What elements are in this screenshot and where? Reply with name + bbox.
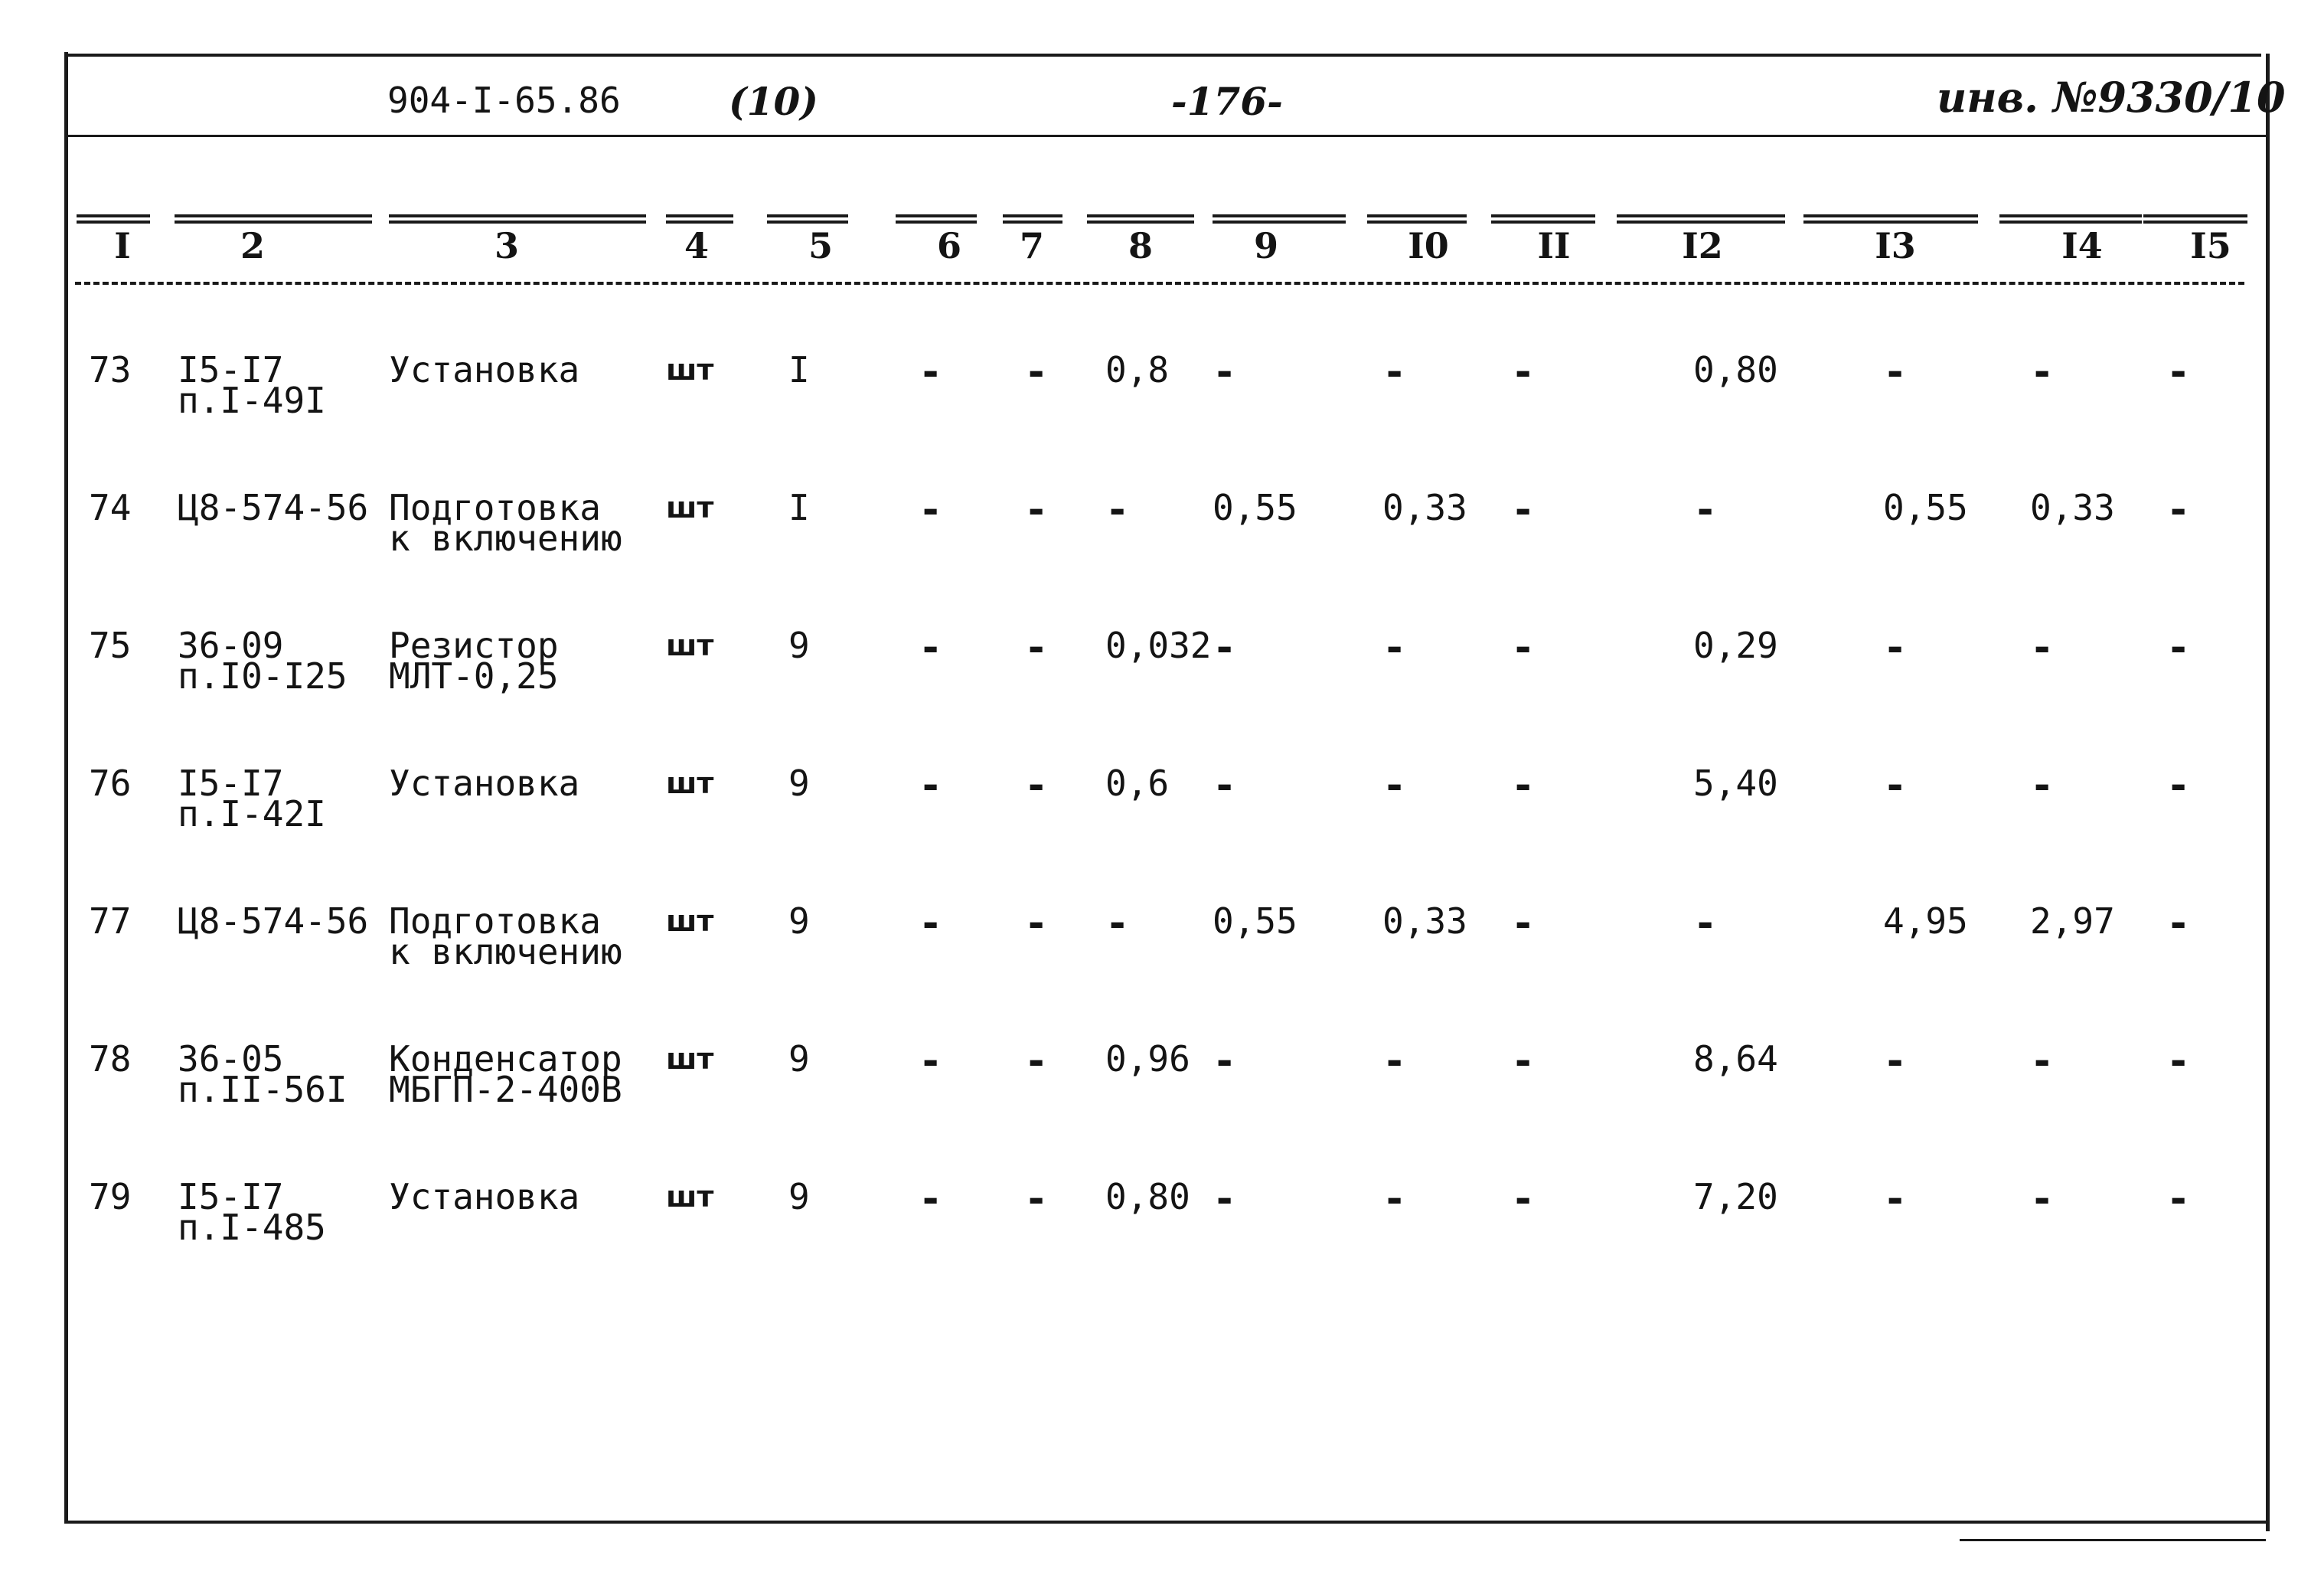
cell-c13-dash: -	[1883, 1176, 1908, 1222]
cell-c13-dash: -	[1883, 1038, 1908, 1084]
column-header-dash	[1803, 214, 1978, 224]
column-header-dash	[1213, 214, 1346, 224]
column-header-dash	[389, 214, 646, 224]
column-number: II	[1537, 225, 1571, 266]
unit-of-measure: шт	[666, 1042, 714, 1076]
work-name-line2: МБГП-2-400В	[389, 1069, 622, 1110]
cell-c8: 0,6	[1105, 763, 1170, 804]
column-number: 4	[684, 225, 709, 266]
work-name: Конденсатор	[389, 1038, 622, 1080]
column-header-dash	[1491, 214, 1595, 224]
column-header-dash	[1617, 214, 1785, 224]
column-number: I5	[2190, 225, 2231, 266]
cell-c12: 5,40	[1693, 763, 1778, 804]
norm-code: 36-09	[178, 625, 284, 666]
cell-c12: 0,80	[1693, 349, 1778, 390]
cell-c14-dash: -	[2030, 625, 2055, 671]
sheet-mark: (10)	[729, 79, 818, 124]
cell-c11-dash: -	[1511, 487, 1536, 533]
cell-c11-dash: -	[1511, 763, 1536, 809]
row-number: 77	[89, 900, 132, 942]
quantity: 9	[788, 1176, 810, 1217]
quantity: 9	[788, 763, 810, 804]
doc-code: 904-I-65.86	[387, 80, 621, 121]
cell-c7-dash: -	[1024, 1176, 1049, 1222]
cell-c15-dash: -	[2166, 1038, 2191, 1084]
column-number: I0	[1408, 225, 1449, 266]
cell-c12: 0,29	[1693, 625, 1778, 666]
cell-c14-dash: -	[2030, 1176, 2055, 1222]
inventory-number: инв. №9330/10	[1937, 73, 2286, 122]
quantity: 9	[788, 1038, 810, 1080]
column-header-dash	[1003, 214, 1062, 224]
cell-c15-dash: -	[2166, 900, 2191, 946]
cell-c7-dash: -	[1024, 349, 1049, 395]
cell-c9-dash: -	[1213, 1176, 1237, 1222]
quantity: I	[788, 487, 810, 528]
row-number: 79	[89, 1176, 132, 1217]
cell-c10-dash: -	[1382, 349, 1407, 395]
norm-code: I5-I7	[178, 763, 284, 804]
column-number: I	[114, 225, 131, 266]
cell-c9-dash: -	[1213, 349, 1237, 395]
cell-c14-dash: -	[2030, 763, 2055, 809]
column-header-rule	[75, 282, 2244, 285]
cell-c12-dash: -	[1693, 900, 1718, 946]
cell-c11-dash: -	[1511, 349, 1536, 395]
norm-clause: п.I-42I	[178, 793, 326, 835]
column-number: I3	[1875, 225, 1916, 266]
cell-c7-dash: -	[1024, 1038, 1049, 1084]
row-number: 74	[89, 487, 132, 528]
cell-c11-dash: -	[1511, 900, 1536, 946]
cell-c8: 0,8	[1105, 349, 1170, 390]
norm-code: Ц8-574-56	[178, 900, 369, 942]
cell-c15-dash: -	[2166, 349, 2191, 395]
cell-c7-dash: -	[1024, 487, 1049, 533]
column-header-dash	[1999, 214, 2142, 224]
cell-c12: 8,64	[1693, 1038, 1778, 1080]
cell-c11-dash: -	[1511, 1038, 1536, 1084]
cell-c13-dash: -	[1883, 763, 1908, 809]
frame-bottom-border	[64, 1521, 2269, 1524]
cell-c8-dash: -	[1105, 487, 1130, 533]
cell-c6-dash: -	[919, 625, 943, 671]
cell-c9: 0,55	[1213, 487, 1297, 528]
cell-c6-dash: -	[919, 1038, 943, 1084]
row-number: 76	[89, 763, 132, 804]
cell-c8: 0,96	[1105, 1038, 1190, 1080]
cell-c13: 0,55	[1883, 487, 1968, 528]
cell-c11-dash: -	[1511, 625, 1536, 671]
cell-c12: 7,20	[1693, 1176, 1778, 1217]
column-number: I2	[1682, 225, 1723, 266]
work-name-line2: к включению	[389, 518, 622, 559]
cell-c6-dash: -	[919, 487, 943, 533]
column-number: 3	[494, 225, 519, 266]
cell-c6-dash: -	[919, 349, 943, 395]
work-name: Установка	[389, 349, 580, 390]
cell-c8: 0,032	[1105, 625, 1212, 666]
unit-of-measure: шт	[666, 353, 714, 387]
column-number: 2	[240, 225, 265, 266]
cell-c7-dash: -	[1024, 763, 1049, 809]
cell-c6-dash: -	[919, 900, 943, 946]
cell-c6-dash: -	[919, 763, 943, 809]
column-number: 7	[1019, 225, 1044, 266]
frame-top-border	[64, 54, 2261, 57]
cell-c7-dash: -	[1024, 900, 1049, 946]
norm-clause: п.I0-I25	[178, 655, 348, 697]
cell-c10-dash: -	[1382, 625, 1407, 671]
column-number: 8	[1128, 225, 1153, 266]
cell-c10: 0,33	[1382, 900, 1467, 942]
row-number: 75	[89, 625, 132, 666]
cell-c10-dash: -	[1382, 1038, 1407, 1084]
unit-of-measure: шт	[666, 491, 714, 524]
cell-c13-dash: -	[1883, 349, 1908, 395]
norm-code: I5-I7	[178, 349, 284, 390]
column-header-dash	[1087, 214, 1194, 224]
cell-c13-dash: -	[1883, 625, 1908, 671]
cell-c14: 2,97	[2030, 900, 2115, 942]
work-name: Установка	[389, 1176, 580, 1217]
column-header-dash	[896, 214, 977, 224]
cell-c11-dash: -	[1511, 1176, 1536, 1222]
norm-clause: п.I-49I	[178, 380, 326, 421]
page-mark: -176-	[1171, 79, 1283, 124]
column-header-dash	[767, 214, 848, 224]
cell-c9-dash: -	[1213, 625, 1237, 671]
cell-c15-dash: -	[2166, 1176, 2191, 1222]
cell-c12-dash: -	[1693, 487, 1718, 533]
column-header-dash	[77, 214, 150, 224]
unit-of-measure: шт	[666, 766, 714, 800]
frame-bottom-tail	[1960, 1539, 2266, 1541]
norm-code: I5-I7	[178, 1176, 284, 1217]
norm-clause: п.I-485	[178, 1207, 326, 1248]
cell-c10: 0,33	[1382, 487, 1467, 528]
work-name: Установка	[389, 763, 580, 804]
header-rule	[67, 135, 2266, 137]
work-name: Подготовка	[389, 900, 601, 942]
work-name-line2: МЛТ-0,25	[389, 655, 559, 697]
column-header-dash	[1367, 214, 1467, 224]
cell-c9-dash: -	[1213, 1038, 1237, 1084]
row-number: 78	[89, 1038, 132, 1080]
cell-c9: 0,55	[1213, 900, 1297, 942]
cell-c13: 4,95	[1883, 900, 1968, 942]
column-header-dash	[666, 214, 733, 224]
frame-left-border	[64, 52, 68, 1524]
column-header-dash	[2143, 214, 2247, 224]
quantity: I	[788, 349, 810, 390]
cell-c9-dash: -	[1213, 763, 1237, 809]
cell-c14-dash: -	[2030, 1038, 2055, 1084]
cell-c8: 0,80	[1105, 1176, 1190, 1217]
quantity: 9	[788, 625, 810, 666]
work-name: Подготовка	[389, 487, 601, 528]
cell-c7-dash: -	[1024, 625, 1049, 671]
work-name-line2: к включению	[389, 931, 622, 972]
cell-c8-dash: -	[1105, 900, 1130, 946]
column-number: 6	[936, 225, 961, 266]
cell-c14: 0,33	[2030, 487, 2115, 528]
column-header-dash	[175, 214, 372, 224]
norm-code: Ц8-574-56	[178, 487, 369, 528]
cell-c10-dash: -	[1382, 1176, 1407, 1222]
quantity: 9	[788, 900, 810, 942]
frame-right-border	[2266, 54, 2270, 1531]
column-number: 5	[808, 225, 833, 266]
cell-c15-dash: -	[2166, 487, 2191, 533]
column-number: 9	[1253, 225, 1278, 266]
cell-c15-dash: -	[2166, 625, 2191, 671]
cell-c14-dash: -	[2030, 349, 2055, 395]
column-number: I4	[2061, 225, 2103, 266]
cell-c6-dash: -	[919, 1176, 943, 1222]
work-name: Резистор	[389, 625, 559, 666]
cell-c15-dash: -	[2166, 763, 2191, 809]
unit-of-measure: шт	[666, 904, 714, 938]
unit-of-measure: шт	[666, 629, 714, 662]
cell-c10-dash: -	[1382, 763, 1407, 809]
unit-of-measure: шт	[666, 1180, 714, 1214]
norm-code: 36-05	[178, 1038, 284, 1080]
norm-clause: п.II-56I	[178, 1069, 348, 1110]
row-number: 73	[89, 349, 132, 390]
